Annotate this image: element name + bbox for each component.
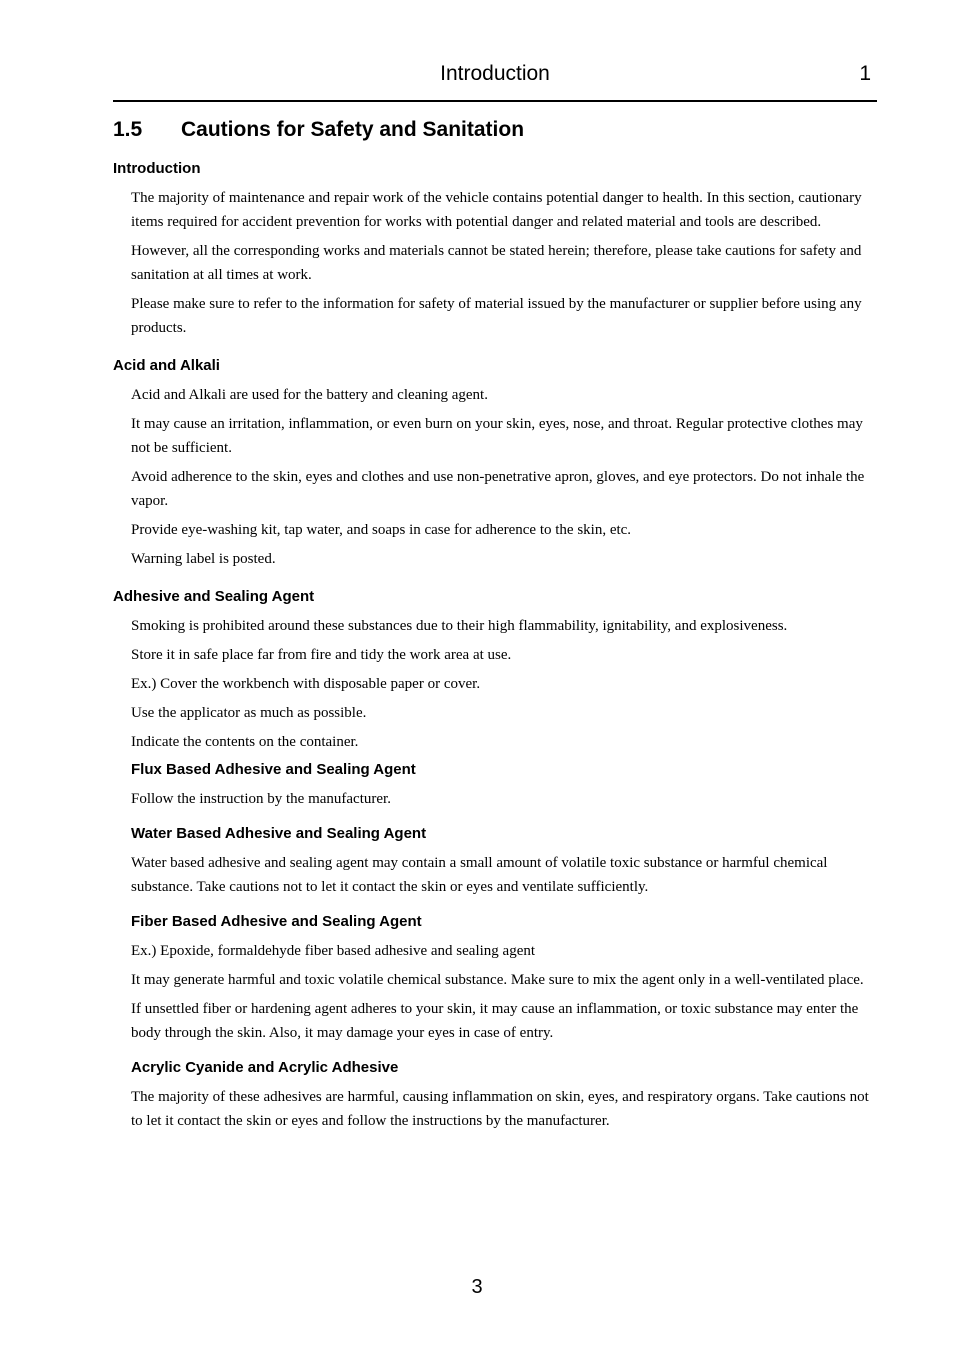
adhesive-paragraph: Store it in safe place far from fire and tidy the work area at use. xyxy=(131,647,512,663)
introduction-paragraph: The majority of maintenance and repair work of the vehicle contains potential danger to health. In this section, cautionary items required for accident prevention for works with potential danger and related material and tools are described. xyxy=(131,190,862,230)
adhesive-paragraph: Use the applicator as much as possible. xyxy=(131,705,367,721)
fiber-adhesive-paragraph: It may generate harmful and toxic volatile chemical substance. Make sure to mix the agent only in a well-ventilated place. xyxy=(131,972,864,988)
acid-alkali-paragraph: Warning label is posted. xyxy=(131,551,276,567)
section-number: 1.5 xyxy=(113,118,143,141)
header-title: Introduction xyxy=(440,62,550,85)
acid-alkali-paragraph: Provide eye-washing kit, tap water, and soaps in case for adherence to the skin, etc. xyxy=(131,522,632,538)
acid-alkali-paragraph: Acid and Alkali are used for the battery and cleaning agent. xyxy=(131,387,488,403)
introduction-paragraph: Please make sure to refer to the information for safety of material issued by the manufacturer or supplier before using any products. xyxy=(131,296,862,336)
section-heading xyxy=(113,116,877,144)
acid-alkali-paragraph: Avoid adherence to the skin, eyes and clothes and use non-penetrative apron, gloves, and eye protectors. Do not inhale the vapor. xyxy=(131,469,865,509)
flux-adhesive-heading: Flux Based Adhesive and Sealing Agent xyxy=(131,761,416,778)
section-title: Cautions for Safety and Sanitation xyxy=(181,118,525,141)
acrylic-adhesive-heading: Acrylic Cyanide and Acrylic Adhesive xyxy=(131,1059,399,1076)
adhesive-paragraph: Ex.) Cover the workbench with disposable paper or cover. xyxy=(131,676,481,692)
fiber-adhesive-heading: Fiber Based Adhesive and Sealing Agent xyxy=(131,913,422,930)
adhesive-paragraph: Indicate the contents on the container. xyxy=(131,734,359,750)
acid-alkali-heading: Acid and Alkali xyxy=(113,357,220,374)
fiber-adhesive-paragraph: If unsettled fiber or hardening agent adheres to your skin, it may cause an inflammation, or toxic substance may enter the body through the skin. Also, it may damage your eyes in case of entry. xyxy=(131,1001,859,1041)
adhesive-heading: Adhesive and Sealing Agent xyxy=(113,588,315,605)
introduction-paragraph: However, all the corresponding works and materials cannot be stated herein; therefore, please take cautions for safety and sanitation at all times at work. xyxy=(131,243,862,283)
adhesive-paragraph: Smoking is prohibited around these substances due to their high flammability, ignitability, and explosiveness. xyxy=(131,618,788,634)
flux-adhesive-paragraph: Follow the instruction by the manufacturer. xyxy=(131,791,391,807)
acid-alkali-paragraph: It may cause an irritation, inflammation, or even burn on your skin, eyes, nose, and throat. Regular protective clothes may not be sufficient. xyxy=(131,416,863,456)
fiber-adhesive-paragraph: Ex.) Epoxide, formaldehyde fiber based adhesive and sealing agent xyxy=(131,943,536,959)
introduction-heading: Introduction xyxy=(113,160,201,177)
page-number: 3 xyxy=(471,1276,483,1298)
water-adhesive-heading: Water Based Adhesive and Sealing Agent xyxy=(131,825,427,842)
page-header xyxy=(113,60,877,102)
page-content xyxy=(113,116,877,1138)
water-adhesive-paragraph: Water based adhesive and sealing agent may contain a small amount of volatile toxic substance or harmful chemical substance. Take cautions not to let it contact the skin or eyes and ventilate sufficiently. xyxy=(131,855,828,895)
acrylic-adhesive-paragraph: The majority of these adhesives are harmful, causing inflammation on skin, eyes, and respiratory organs. Take cautions not to let it contact the skin or eyes and follow the instructions by the manufacturer. xyxy=(131,1089,869,1129)
header-chapter-number: 1 xyxy=(859,62,871,85)
